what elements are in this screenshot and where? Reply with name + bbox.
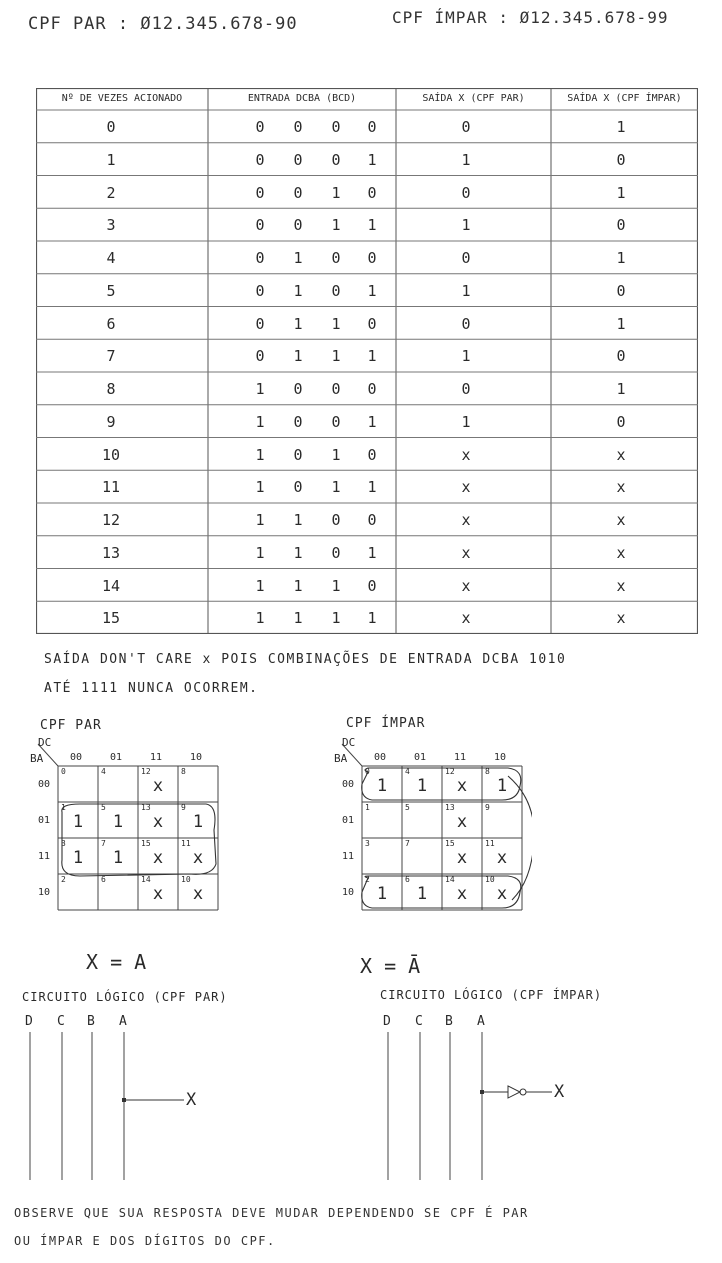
kmap-cell-value: x bbox=[496, 884, 508, 904]
kmap-corner-ba: BA bbox=[30, 752, 44, 765]
kmap-cell-value: x bbox=[152, 776, 164, 796]
header-x-par: SAÍDA X (CPF PAR) bbox=[422, 93, 525, 104]
input-d-cell: 0 bbox=[255, 314, 265, 333]
input-a-cell: 1 bbox=[367, 281, 377, 300]
kmap-cell bbox=[482, 766, 522, 802]
kmap-cell-index: 5 bbox=[101, 803, 106, 812]
input-a-cell: 1 bbox=[367, 347, 377, 366]
input-d-cell: 1 bbox=[255, 445, 265, 464]
x-impar-cell: 0 bbox=[616, 216, 626, 235]
row-count-cell: 9 bbox=[106, 412, 116, 431]
input-a-cell: 0 bbox=[367, 576, 377, 595]
x-par-cell: 1 bbox=[461, 150, 471, 169]
row-count-cell: 7 bbox=[106, 347, 116, 366]
kmap-row-header: 01 bbox=[342, 815, 355, 826]
kmap-cell-index: 6 bbox=[405, 875, 410, 884]
row-count-cell: 6 bbox=[106, 314, 116, 333]
kmap-cell bbox=[178, 874, 218, 910]
kmap-cell-index: 7 bbox=[101, 839, 106, 848]
kmap-row-header: 10 bbox=[342, 887, 355, 898]
header-input: ENTRADA DCBA (BCD) bbox=[247, 93, 357, 104]
input-a-cell: 0 bbox=[367, 183, 377, 202]
row-count-cell: 10 bbox=[101, 445, 121, 464]
input-c-cell: 0 bbox=[293, 478, 303, 497]
input-b-cell: 0 bbox=[331, 380, 341, 398]
circuit-impar-title: CIRCUITO LÓGICO (CPF ÍMPAR) bbox=[380, 988, 603, 1002]
x-impar-cell: 0 bbox=[616, 347, 626, 366]
x-par-cell: 0 bbox=[461, 314, 471, 333]
truth-table bbox=[36, 88, 698, 634]
input-b-cell: 1 bbox=[331, 445, 341, 464]
kmap-cell-value: x bbox=[192, 848, 204, 868]
circuit-par bbox=[18, 1012, 218, 1182]
kmap-cell-index: 8 bbox=[181, 767, 186, 776]
kmap-cell-index: 4 bbox=[405, 767, 410, 776]
kmap-cell bbox=[442, 838, 482, 874]
input-b-cell: 1 bbox=[331, 314, 341, 333]
kmap-cell bbox=[402, 802, 442, 838]
kmap-cell-index: 2 bbox=[365, 875, 370, 884]
input-c-cell: 0 bbox=[293, 183, 303, 202]
input-b-cell: 0 bbox=[331, 543, 341, 562]
kmap-row-header: 00 bbox=[38, 779, 51, 790]
kmap-cell-value: 1 bbox=[72, 848, 84, 868]
kmap-cell bbox=[442, 766, 482, 802]
kmap-cell bbox=[402, 766, 442, 802]
x-impar-cell: 0 bbox=[616, 412, 626, 431]
x-impar-cell: x bbox=[616, 445, 626, 464]
kmap-cell-index: 8 bbox=[485, 767, 490, 776]
kmap-par-expression: X = A bbox=[86, 950, 147, 974]
circuit-input-label: C bbox=[57, 1014, 65, 1029]
x-impar-cell: x bbox=[616, 609, 626, 628]
input-c-cell: 1 bbox=[293, 347, 303, 366]
input-d-cell: 0 bbox=[255, 118, 265, 136]
input-c-cell: 1 bbox=[293, 511, 303, 529]
row-count-cell: 5 bbox=[106, 281, 116, 300]
kmap-cell-index: 3 bbox=[365, 839, 370, 848]
input-c-cell: 0 bbox=[293, 216, 303, 235]
input-a-cell: 0 bbox=[367, 445, 377, 464]
kmap-cell bbox=[482, 874, 522, 910]
kmap-par-title: CPF PAR bbox=[40, 718, 102, 733]
input-b-cell: 1 bbox=[331, 347, 341, 366]
x-impar-cell: x bbox=[616, 576, 626, 595]
kmap-cell-index: 14 bbox=[141, 875, 151, 884]
kmap-cell-index: 14 bbox=[445, 875, 455, 884]
kmap-cell bbox=[482, 838, 522, 874]
kmap-cell-value: x bbox=[496, 848, 508, 868]
kmap-cell-value: 1 bbox=[112, 848, 124, 868]
input-c-cell: 0 bbox=[293, 445, 303, 464]
kmap-cell bbox=[362, 874, 402, 910]
kmap-row-header: 11 bbox=[342, 851, 355, 862]
kmap-cell-index: 7 bbox=[405, 839, 410, 848]
input-d-cell: 0 bbox=[255, 183, 265, 202]
circuit-par-title: CIRCUITO LÓGICO (CPF PAR) bbox=[22, 990, 228, 1004]
input-c-cell: 0 bbox=[293, 150, 303, 169]
kmap-cell bbox=[58, 766, 98, 802]
x-par-cell: x bbox=[461, 478, 471, 497]
circuit-input-label: D bbox=[25, 1014, 33, 1029]
circuit-output-label: X bbox=[554, 1082, 565, 1102]
dont-care-note-line2: ATÉ 1111 NUNCA OCORREM. bbox=[44, 681, 259, 696]
x-par-cell: 1 bbox=[461, 412, 471, 431]
input-a-cell: 0 bbox=[367, 249, 377, 267]
kmap-cell bbox=[58, 874, 98, 910]
kmap-cell-value: 1 bbox=[192, 812, 204, 832]
circuit-input-label: B bbox=[87, 1014, 95, 1029]
input-c-cell: 0 bbox=[293, 380, 303, 398]
x-par-cell: x bbox=[461, 445, 471, 464]
kmap-cell bbox=[402, 874, 442, 910]
kmap-cell bbox=[58, 838, 98, 874]
input-d-cell: 1 bbox=[255, 543, 265, 562]
kmap-cell bbox=[138, 874, 178, 910]
kmap-cell-value: x bbox=[456, 812, 468, 832]
kmap-col-header: 10 bbox=[494, 752, 507, 763]
input-b-cell: 1 bbox=[331, 183, 341, 202]
kmap-cell-index: 12 bbox=[445, 767, 455, 776]
kmap-impar bbox=[312, 736, 532, 930]
kmap-cell-index: 1 bbox=[61, 803, 66, 812]
kmap-corner-dc: DC bbox=[38, 736, 52, 749]
kmap-col-header: 10 bbox=[190, 752, 203, 763]
x-impar-cell: 1 bbox=[616, 118, 626, 136]
kmap-cell-index: 11 bbox=[181, 839, 191, 848]
kmap-row-header: 11 bbox=[38, 851, 51, 862]
kmap-cell-value: 1 bbox=[376, 776, 388, 796]
kmap-cell bbox=[442, 874, 482, 910]
kmap-cell bbox=[138, 838, 178, 874]
kmap-cell bbox=[98, 766, 138, 802]
row-count-cell: 4 bbox=[106, 249, 116, 267]
kmap-cell-value: 1 bbox=[416, 884, 428, 904]
input-b-cell: 0 bbox=[331, 150, 341, 169]
not-gate-icon bbox=[508, 1086, 520, 1098]
input-d-cell: 0 bbox=[255, 150, 265, 169]
circuit-input-label: C bbox=[415, 1014, 423, 1029]
input-d-cell: 0 bbox=[255, 347, 265, 366]
kmap-cell-index: 13 bbox=[141, 803, 151, 812]
kmap-cell-index: 0 bbox=[61, 767, 66, 776]
kmap-col-header: 00 bbox=[374, 752, 387, 763]
header-count: Nº DE VEZES ACIONADO bbox=[61, 93, 183, 104]
kmap-cell-value: x bbox=[152, 812, 164, 832]
input-a-cell: 1 bbox=[367, 412, 377, 431]
input-d-cell: 1 bbox=[255, 609, 265, 628]
input-b-cell: 1 bbox=[331, 576, 341, 595]
circuit-impar bbox=[376, 1012, 596, 1182]
row-count-cell: 8 bbox=[106, 380, 116, 398]
kmap-corner-ba: BA bbox=[334, 752, 348, 765]
kmap-cell bbox=[402, 838, 442, 874]
kmap-cell-index: 15 bbox=[141, 839, 151, 848]
x-impar-cell: x bbox=[616, 478, 626, 497]
x-par-cell: 0 bbox=[461, 249, 471, 267]
x-impar-cell: 1 bbox=[616, 183, 626, 202]
kmap-cell-index: 10 bbox=[181, 875, 191, 884]
kmap-cell-index: 12 bbox=[141, 767, 151, 776]
cpf-par-header: CPF PAR : Ø12.345.678-90 bbox=[28, 14, 298, 34]
input-b-cell: 0 bbox=[331, 412, 341, 431]
kmap-cell-value: 1 bbox=[72, 812, 84, 832]
input-c-cell: 1 bbox=[293, 249, 303, 267]
kmap-cell bbox=[362, 766, 402, 802]
kmap-cell bbox=[178, 838, 218, 874]
circuit-input-label: A bbox=[119, 1014, 127, 1029]
input-b-cell: 1 bbox=[331, 216, 341, 235]
input-c-cell: 1 bbox=[293, 281, 303, 300]
kmap-cell-index: 1 bbox=[365, 803, 370, 812]
input-a-cell: 1 bbox=[367, 609, 377, 628]
dont-care-note-line1: SAÍDA DON'T CARE x POIS COMBINAÇÕES DE ENTRADA DCBA 1010 bbox=[44, 652, 567, 667]
kmap-cell-index: 15 bbox=[445, 839, 455, 848]
kmap-cell-index: 5 bbox=[405, 803, 410, 812]
kmap-col-header: 11 bbox=[454, 752, 467, 763]
x-impar-cell: x bbox=[616, 511, 626, 529]
kmap-cell bbox=[482, 802, 522, 838]
kmap-par bbox=[20, 736, 220, 930]
x-par-cell: x bbox=[461, 543, 471, 562]
x-par-cell: 0 bbox=[461, 183, 471, 202]
kmap-cell bbox=[98, 874, 138, 910]
kmap-col-header: 00 bbox=[70, 752, 83, 763]
kmap-cell bbox=[58, 802, 98, 838]
circuit-input-label: D bbox=[383, 1014, 391, 1029]
row-count-cell: 11 bbox=[101, 478, 121, 497]
kmap-row-header: 10 bbox=[38, 887, 51, 898]
input-a-cell: 1 bbox=[367, 150, 377, 169]
kmap-cell bbox=[178, 802, 218, 838]
footer-note-line1: OBSERVE QUE SUA RESPOSTA DEVE MUDAR DEPENDENDO SE CPF É PAR bbox=[14, 1206, 529, 1220]
row-count-cell: 2 bbox=[106, 183, 116, 202]
circuit-input-label: B bbox=[445, 1014, 453, 1029]
input-d-cell: 1 bbox=[255, 380, 265, 398]
kmap-cell-index: 3 bbox=[61, 839, 66, 848]
kmap-cell-index: 9 bbox=[181, 803, 186, 812]
input-a-cell: 1 bbox=[367, 216, 377, 235]
row-count-cell: 14 bbox=[101, 576, 121, 595]
header-x-impar: SAÍDA X (CPF ÍMPAR) bbox=[567, 93, 682, 104]
row-count-cell: 3 bbox=[106, 216, 116, 235]
input-d-cell: 0 bbox=[255, 249, 265, 267]
x-par-cell: 1 bbox=[461, 216, 471, 235]
cpf-impar-header: CPF ÍMPAR : Ø12.345.678-99 bbox=[392, 8, 669, 27]
kmap-cell bbox=[362, 838, 402, 874]
row-count-cell: 13 bbox=[101, 543, 121, 562]
circuit-output-label: X bbox=[186, 1090, 197, 1110]
x-impar-cell: 1 bbox=[616, 314, 626, 333]
input-c-cell: 0 bbox=[293, 412, 303, 431]
row-count-cell: 0 bbox=[106, 118, 116, 136]
x-par-cell: 0 bbox=[461, 118, 471, 136]
input-a-cell: 0 bbox=[367, 511, 377, 529]
input-a-cell: 1 bbox=[367, 543, 377, 562]
x-impar-cell: 0 bbox=[616, 281, 626, 300]
input-b-cell: 0 bbox=[331, 249, 341, 267]
row-count-cell: 12 bbox=[101, 511, 121, 529]
kmap-col-header: 11 bbox=[150, 752, 163, 763]
input-d-cell: 1 bbox=[255, 412, 265, 431]
input-a-cell: 1 bbox=[367, 478, 377, 497]
kmap-cell bbox=[362, 802, 402, 838]
kmap-cell-index: 9 bbox=[485, 803, 490, 812]
kmap-cell bbox=[442, 802, 482, 838]
input-c-cell: 1 bbox=[293, 314, 303, 333]
kmap-col-header: 01 bbox=[414, 752, 427, 763]
x-par-cell: 0 bbox=[461, 380, 471, 398]
input-b-cell: 1 bbox=[331, 609, 341, 628]
x-par-cell: x bbox=[461, 511, 471, 529]
input-d-cell: 1 bbox=[255, 511, 265, 529]
kmap-cell-value: x bbox=[152, 848, 164, 868]
kmap-cell-value: x bbox=[192, 884, 204, 904]
kmap-impar-title: CPF ÍMPAR bbox=[346, 716, 426, 731]
input-a-cell: 0 bbox=[367, 118, 377, 136]
kmap-cell-value: 1 bbox=[496, 776, 508, 796]
kmap-cell-index: 2 bbox=[61, 875, 66, 884]
kmap-cell-value: x bbox=[456, 848, 468, 868]
x-par-cell: 1 bbox=[461, 347, 471, 366]
x-par-cell: x bbox=[461, 576, 471, 595]
footer-note-line2: OU ÍMPAR E DOS DÍGITOS DO CPF. bbox=[14, 1234, 276, 1248]
input-b-cell: 0 bbox=[331, 118, 341, 136]
input-b-cell: 0 bbox=[331, 511, 341, 529]
kmap-cell bbox=[98, 802, 138, 838]
input-c-cell: 1 bbox=[293, 609, 303, 628]
kmap-cell bbox=[178, 766, 218, 802]
input-c-cell: 1 bbox=[293, 543, 303, 562]
input-d-cell: 0 bbox=[255, 281, 265, 300]
kmap-cell bbox=[138, 802, 178, 838]
input-d-cell: 1 bbox=[255, 478, 265, 497]
kmap-cell-value: 1 bbox=[416, 776, 428, 796]
kmap-cell-value: x bbox=[456, 776, 468, 796]
kmap-cell-index: 11 bbox=[485, 839, 495, 848]
row-count-cell: 15 bbox=[101, 609, 121, 628]
x-impar-cell: 1 bbox=[616, 249, 626, 267]
input-c-cell: 0 bbox=[293, 118, 303, 136]
input-c-cell: 1 bbox=[293, 576, 303, 595]
kmap-cell-index: 10 bbox=[485, 875, 495, 884]
x-par-cell: 1 bbox=[461, 281, 471, 300]
x-par-cell: x bbox=[461, 609, 471, 628]
kmap-cell-value: 1 bbox=[112, 812, 124, 832]
kmap-col-header: 01 bbox=[110, 752, 123, 763]
kmap-cell bbox=[138, 766, 178, 802]
kmap-corner-dc: DC bbox=[342, 736, 356, 749]
kmap-cell-index: 6 bbox=[101, 875, 106, 884]
input-b-cell: 1 bbox=[331, 478, 341, 497]
kmap-cell-index: 4 bbox=[101, 767, 106, 776]
input-a-cell: 0 bbox=[367, 314, 377, 333]
x-impar-cell: 1 bbox=[616, 380, 626, 398]
kmap-row-header: 01 bbox=[38, 815, 51, 826]
x-impar-cell: x bbox=[616, 543, 626, 562]
kmap-impar-expression: X = Ā bbox=[360, 954, 421, 978]
kmap-cell-index: 13 bbox=[445, 803, 455, 812]
circuit-input-label: A bbox=[477, 1014, 485, 1029]
x-impar-cell: 0 bbox=[616, 150, 626, 169]
kmap-cell-value: x bbox=[456, 884, 468, 904]
input-d-cell: 0 bbox=[255, 216, 265, 235]
input-a-cell: 0 bbox=[367, 380, 377, 398]
kmap-cell-value: x bbox=[152, 884, 164, 904]
kmap-cell bbox=[98, 838, 138, 874]
kmap-row-header: 00 bbox=[342, 779, 355, 790]
row-count-cell: 1 bbox=[106, 150, 116, 169]
kmap-cell-index: 0 bbox=[365, 767, 370, 776]
input-d-cell: 1 bbox=[255, 576, 265, 595]
input-b-cell: 0 bbox=[331, 281, 341, 300]
kmap-cell-value: 1 bbox=[376, 884, 388, 904]
